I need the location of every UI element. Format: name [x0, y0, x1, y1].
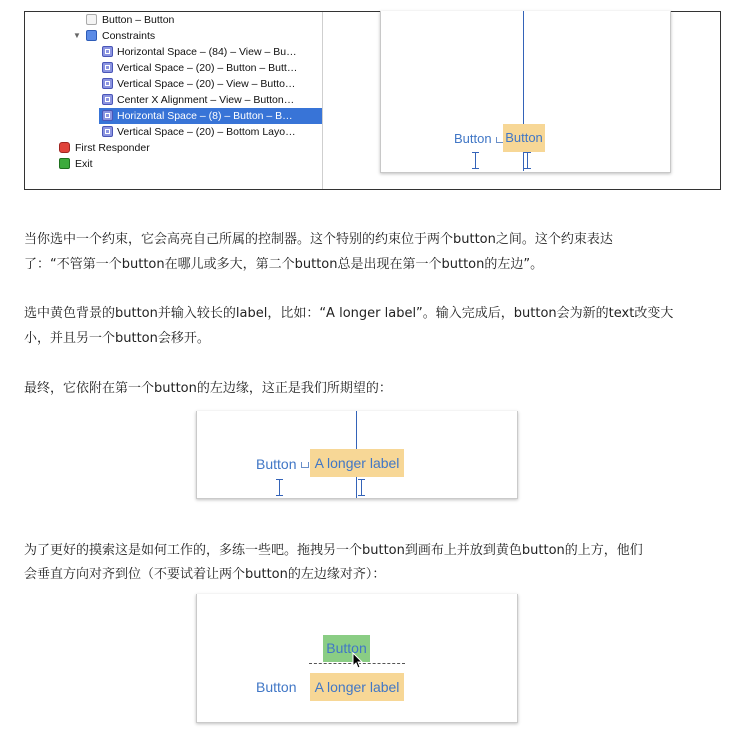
vertical-space-constraint-icon	[102, 126, 113, 137]
paragraph-text: 为了更好的摸索这是如何工作的，多练一些吧。拖拽另一个button到画布上并放到黄色button的上方，他们	[24, 543, 643, 558]
outline-item-label: Center X Alignment – View – Button…	[117, 94, 295, 106]
exit-icon	[59, 158, 70, 169]
mouse-cursor-icon	[352, 652, 364, 670]
canvas-screenshot-longer-label	[196, 411, 518, 499]
paragraph-text: 小，并且另一个button会移开。	[24, 331, 210, 346]
document-outline	[25, 12, 323, 189]
constraints-folder-icon	[86, 30, 97, 41]
second-button-yellow[interactable]: A longer label	[310, 449, 404, 477]
first-button[interactable]: Button	[454, 131, 492, 146]
vertical-space-constraint-icon	[102, 62, 113, 73]
outline-item-label: Vertical Space – (20) – Bottom Layo…	[117, 126, 296, 138]
vertical-space-constraint-indicator[interactable]	[361, 479, 362, 496]
dragged-button-green[interactable]: Button	[323, 635, 370, 662]
outline-item-first-responder[interactable]	[57, 140, 322, 156]
paragraph-text: 会垂直方向对齐到位（不要试着让两个button的左边缘对齐）：	[24, 567, 386, 582]
horizontal-space-constraint-indicator[interactable]	[301, 462, 309, 468]
outline-item-button[interactable]	[85, 12, 322, 28]
center-x-alignment-icon	[102, 94, 113, 105]
outline-item-label: Constraints	[102, 30, 156, 42]
outline-item-constraint[interactable]	[101, 60, 322, 76]
outline-item-constraint-selected[interactable]	[99, 108, 322, 124]
second-button-yellow[interactable]: Button	[503, 124, 545, 152]
outline-item-label: Horizontal Space – (8) – Button – B…	[117, 110, 293, 122]
xcode-screenshot	[24, 11, 721, 190]
outline-item-constraint[interactable]	[101, 124, 322, 140]
outline-item-label: Button – Button	[102, 14, 175, 26]
vertical-space-constraint-indicator[interactable]	[279, 479, 280, 496]
paragraph-text: 当你选中一个约束，它会高亮自己所属的控制器。这个特别的约束位于两个button之间。这个约束表达	[24, 232, 613, 247]
outline-item-constraints[interactable]	[71, 28, 322, 44]
outline-item-constraint[interactable]	[101, 44, 322, 60]
vertical-space-constraint-indicator[interactable]	[475, 152, 476, 169]
paragraph-text: 最终，它依附在第一个button的左边缘，这正是我们所期望的：	[24, 381, 392, 396]
outline-item-exit[interactable]	[57, 156, 322, 172]
vertical-space-constraint-icon	[102, 78, 113, 89]
outline-item-label: Exit	[75, 158, 93, 170]
canvas-screenshot-drag	[196, 594, 518, 723]
outline-item-label: Vertical Space – (20) – View – Butto…	[117, 78, 296, 90]
outline-item-constraint[interactable]	[101, 76, 322, 92]
vertical-space-constraint-indicator[interactable]	[527, 152, 528, 169]
horizontal-space-constraint-icon	[102, 46, 113, 57]
horizontal-space-constraint-icon	[102, 110, 113, 121]
paragraph-text: 了：“不管第一个button在哪儿或多大，第二个button总是出现在第一个button的左边”。	[24, 257, 544, 272]
first-button[interactable]: Button	[256, 456, 297, 472]
outline-item-label: Horizontal Space – (84) – View – Bu…	[117, 46, 297, 58]
paragraph-text: 选中黄色背景的button并输入较长的label，比如：“A longer label”。输入完成后，button会为新的text改变大	[24, 306, 674, 321]
outline-item-constraint[interactable]	[101, 92, 322, 108]
first-button[interactable]: Button	[256, 679, 297, 695]
button-view-icon	[86, 14, 97, 25]
outline-item-label: First Responder	[75, 142, 150, 154]
second-button-yellow[interactable]: A longer label	[310, 673, 404, 701]
first-responder-icon	[59, 142, 70, 153]
disclosure-triangle-icon[interactable]: ▼	[73, 31, 81, 40]
storyboard-canvas[interactable]	[380, 11, 671, 173]
outline-item-label: Vertical Space – (20) – Button – Butt…	[117, 62, 298, 74]
